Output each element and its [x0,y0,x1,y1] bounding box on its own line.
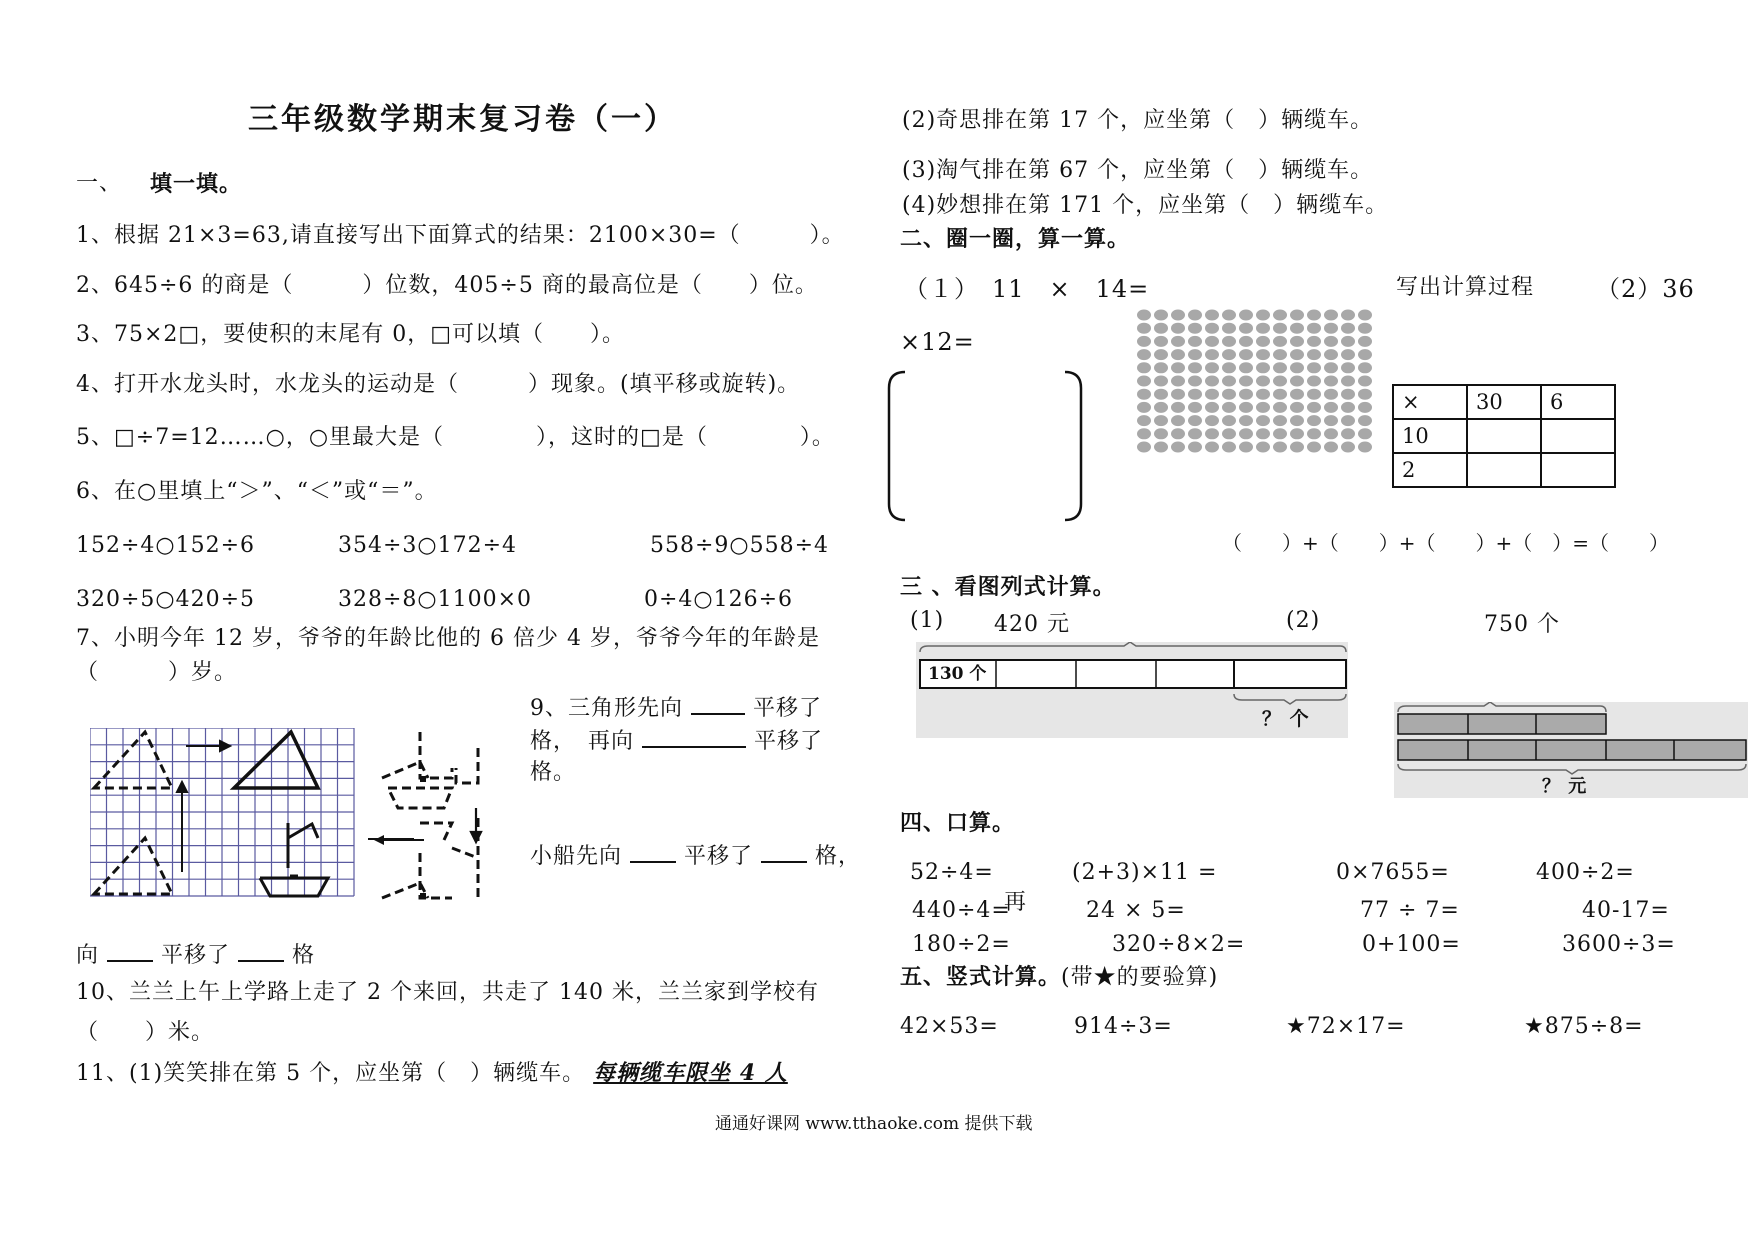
dot [1290,349,1304,360]
dot [1171,428,1185,439]
footer-credit: 通通好课网 www.tthaoke.com 提供下载 [715,1114,1033,1134]
q9-text: 平移了 [753,696,823,721]
bar-box-label: 130 个 [928,664,987,684]
answer-blank[interactable] [107,942,153,962]
dot [1273,310,1287,321]
dot [1171,402,1185,413]
dot [1324,323,1338,334]
table-cell: 6 [1541,385,1615,419]
dot [1273,349,1287,360]
dot [1358,349,1372,360]
dot [1222,389,1236,400]
dot [1290,336,1304,347]
dot [1239,442,1253,453]
dot [1358,442,1372,453]
table-cell: 10 [1393,419,1467,453]
dot [1154,376,1168,387]
dot [1188,402,1202,413]
multiplication-table [1392,384,1616,488]
dot [1171,349,1185,360]
dot [1239,336,1253,347]
dot [1222,310,1236,321]
vertical-calc-item: 914÷3= [1074,1014,1173,1039]
question-7-answer: （ ）岁。 [76,660,238,685]
dot [1341,349,1355,360]
dot [1222,336,1236,347]
section-3-heading: 三 、看图列式计算。 [900,574,1116,600]
question-2: 2、645÷6 的商是（ ）位数，405÷5 商的最高位是（ ）位。 [76,273,818,298]
dot [1137,362,1151,373]
dot [1273,402,1287,413]
mental-math-item: 24 × 5= [1086,898,1186,923]
q9-text: 格 [292,943,316,968]
question-9-boat-line2 [76,942,315,967]
dot [1324,428,1338,439]
table-answer-cell[interactable] [1541,453,1615,487]
section-1-heading: 填一填。 [150,171,243,197]
dot [1188,376,1202,387]
dot [1324,402,1338,413]
dot [1239,415,1253,426]
q9-text: 格， [815,844,862,869]
table-answer-cell[interactable] [1467,419,1541,453]
dot [1307,389,1321,400]
dot [1205,402,1219,413]
dot [1188,349,1202,360]
dot [1205,389,1219,400]
dot [1137,310,1151,321]
q9-text: 格， 再向 [530,729,635,754]
mental-math-item: 0×7655= [1336,860,1450,885]
dot [1137,336,1151,347]
dot [1341,376,1355,387]
compare-item: 328÷8○1100×0 [338,587,533,612]
question-9-boat-line [530,843,861,868]
dot [1171,442,1185,453]
mental-math-item: 0+100= [1362,932,1461,957]
section-2-q1: （１） 11 × 14= [904,275,1150,303]
page-title: 三年级数学期末复习卷（一） [248,102,677,137]
dot [1171,389,1185,400]
dot [1154,442,1168,453]
dot [1256,376,1270,387]
table-cell: 2 [1393,453,1467,487]
dot [1239,349,1253,360]
dot [1239,402,1253,413]
dot [1290,323,1304,334]
dot [1188,428,1202,439]
dot [1290,428,1304,439]
question-3: 3、75×2□，要使积的末尾有 0，□可以填（ ）。 [76,322,625,347]
table-answer-cell[interactable] [1467,453,1541,487]
mental-math-item: 40-17= [1582,898,1670,923]
vertical-calc-item: ★875÷8= [1524,1014,1644,1039]
dot [1205,442,1219,453]
dot [1307,415,1321,426]
dot [1171,376,1185,387]
dot [1188,362,1202,373]
dot [1358,402,1372,413]
compare-item: 0÷4○126÷6 [644,587,794,612]
dot [1324,362,1338,373]
dot [1239,362,1253,373]
answer-blank[interactable] [238,942,284,962]
dot [1358,362,1372,373]
translation-grid-figure [90,728,360,898]
dot [1154,310,1168,321]
dot [1256,415,1270,426]
bar-diagram-1 [916,642,1348,738]
vertical-calc-item: ★72×17= [1286,1014,1406,1039]
dot [1137,376,1151,387]
dot [1256,402,1270,413]
dot [1256,442,1270,453]
dot [1273,428,1287,439]
question-1: 1、根据 21×3=63,请直接写出下面算式的结果：2100×30=（ ）。 [76,223,845,248]
compare-item: 152÷4○152÷6 [76,533,256,558]
dot [1154,415,1168,426]
dot [1358,389,1372,400]
dot [1273,376,1287,387]
dot [1256,349,1270,360]
section-3-q2-value: 750 个 [1484,612,1560,637]
dot [1222,428,1236,439]
dot [1188,389,1202,400]
dot [1205,323,1219,334]
dot [1239,428,1253,439]
mental-math-item: 77 ÷ 7= [1360,898,1460,923]
dot [1307,349,1321,360]
question-11-2: (2)奇思排在第 17 个，应坐第（ ）辆缆车。 [902,108,1374,133]
section-3-q1-label: (1) [910,608,945,633]
dot [1171,336,1185,347]
dot [1341,310,1355,321]
dot [1222,376,1236,387]
dot [1307,310,1321,321]
section-2-q2-cont: ×12= [900,328,975,356]
answer-blank[interactable] [630,843,676,863]
dot [1188,415,1202,426]
dot-array-11x14 [1135,308,1381,458]
dot [1358,376,1372,387]
section-4-heading: 四、口算。 [900,810,1016,836]
dot [1137,349,1151,360]
left-arrow [370,832,426,848]
calc-process-label: 写出计算过程 [1396,275,1535,300]
dot [1171,323,1185,334]
dot [1324,310,1338,321]
vertical-calc-item: 42×53= [900,1014,999,1039]
dot [1324,376,1338,387]
answer-blank[interactable] [691,695,745,715]
question-7: 7、小明今年 12 岁，爷爷的年龄比他的 6 倍少 4 岁，爷爷今年的年龄是 [76,626,820,651]
dot [1358,323,1372,334]
compare-item: 320÷5○420÷5 [76,587,256,612]
sum-line: （ ）+（ ）+（ ）+（ ）=（ ） [1222,531,1670,555]
dot [1171,310,1185,321]
question-5: 5、□÷7=12……○，○里最大是（ ），这时的□是（ ）。 [76,425,835,450]
dot [1239,323,1253,334]
q9-text: 向 [76,943,100,968]
dot [1324,415,1338,426]
dot [1188,442,1202,453]
q9-text: 小船先向 [530,844,623,869]
dot [1324,349,1338,360]
dot [1205,376,1219,387]
dot [1358,336,1372,347]
dot [1324,389,1338,400]
dot [1222,323,1236,334]
question-11-3: (3)淘气排在第 67 个，应坐第（ ）辆缆车。 [902,158,1374,183]
dot [1256,310,1270,321]
dot [1290,442,1304,453]
dot [1290,389,1304,400]
translation-boat-paths [368,728,508,903]
dot [1273,336,1287,347]
question-10-answer: （ ）米。 [76,1020,215,1045]
table-answer-cell[interactable] [1541,419,1615,453]
dot [1358,415,1372,426]
dot [1307,362,1321,373]
question-9-line3: 格。 [530,760,577,785]
dot [1239,389,1253,400]
dot [1307,336,1321,347]
dot [1239,310,1253,321]
dot [1154,428,1168,439]
dot [1307,402,1321,413]
dot [1154,336,1168,347]
bar-diagram-2 [1394,702,1748,798]
dot [1154,362,1168,373]
bar-question-label: ？ 个 [1262,708,1310,730]
q9-text: 平移了 [161,943,231,968]
section-5-heading [900,966,1218,989]
mental-math-item: 440÷4= [912,898,1011,923]
dot [1290,362,1304,373]
dot [1256,336,1270,347]
dot [1256,389,1270,400]
section-3-q1-value: 420 元 [994,612,1070,637]
dot [1307,428,1321,439]
answer-blank[interactable] [761,843,807,863]
dot [1290,415,1304,426]
dot [1341,415,1355,426]
dot [1137,442,1151,453]
dot [1171,415,1185,426]
dot [1239,376,1253,387]
dot [1324,336,1338,347]
dot [1205,428,1219,439]
section-2-q2: （2）36 [1596,275,1695,303]
dot [1137,389,1151,400]
mental-math-item: 180÷2= [912,932,1011,957]
dot [1188,323,1202,334]
mental-math-item: (2+3)×11 = [1072,860,1218,885]
answer-blank[interactable] [642,728,746,748]
dot [1341,402,1355,413]
dot [1273,362,1287,373]
dot [1341,442,1355,453]
dot [1205,362,1219,373]
question-11 [76,1062,788,1085]
compare-item: 354÷3○172÷4 [338,533,518,558]
dot [1290,402,1304,413]
section-5-note: (带★的要验算) [1061,965,1219,990]
dot [1205,336,1219,347]
q9-text: 平移了 [684,844,754,869]
dot [1154,349,1168,360]
dot [1256,428,1270,439]
dot [1273,415,1287,426]
dot [1137,415,1151,426]
q11-text: 11、(1)笑笑排在第 5 个，应坐第（ ）辆缆车。 [76,1061,586,1086]
dot [1137,402,1151,413]
dot [1154,323,1168,334]
bracket-answer-box[interactable] [885,368,1085,524]
mental-math-item: 3600÷3= [1562,932,1676,957]
dot [1137,323,1151,334]
q9-text: 9、三角形先向 [530,696,683,721]
dot [1222,402,1236,413]
dot [1205,415,1219,426]
dot [1154,389,1168,400]
question-4: 4、打开水龙头时，水龙头的运动是（ ）现象。(填平移或旋转)。 [76,372,801,397]
dot [1188,336,1202,347]
question-6: 6、在○里填上“＞”、“＜”或“＝”。 [76,479,438,504]
dot [1290,310,1304,321]
dot [1273,442,1287,453]
question-11-4: (4)妙想排在第 171 个，应坐第（ ）辆缆车。 [902,193,1389,218]
q9-text: 平移了 [754,729,824,754]
dot [1273,389,1287,400]
dot [1205,310,1219,321]
mental-math-item: 52÷4= [910,860,994,885]
section-2-heading: 二、圈一圈，算一算。 [900,226,1131,252]
dot [1341,389,1355,400]
section-1-number: 一、 [76,171,123,196]
dot [1358,310,1372,321]
bar-question-label: ？ 元 [1542,776,1588,797]
question-9-line2 [530,728,823,753]
compare-item: 558÷9○558÷4 [650,533,830,558]
dot [1341,428,1355,439]
dot [1137,428,1151,439]
dot [1290,376,1304,387]
dot [1222,349,1236,360]
dot [1171,362,1185,373]
dot [1256,323,1270,334]
dot [1154,402,1168,413]
section-5-title: 五、竖式计算。 [900,964,1062,990]
dot [1222,415,1236,426]
dot [1188,310,1202,321]
question-10: 10、兰兰上午上学路上走了 2 个来回，共走了 140 米，兰兰家到学校有 [76,980,819,1005]
dot [1222,442,1236,453]
question-9-line1 [530,695,822,720]
dot [1341,323,1355,334]
dot [1358,428,1372,439]
dot [1273,323,1287,334]
section-3-q2-label: (2) [1286,608,1321,633]
dot [1307,442,1321,453]
stray-character: 再 [1004,890,1028,915]
mental-math-item: 400÷2= [1536,860,1635,885]
table-cell: × [1393,385,1467,419]
cable-car-note: 每辆缆车限坐 4 人 [593,1060,788,1086]
mental-math-item: 320÷8×2= [1112,932,1246,957]
dot [1341,362,1355,373]
dot [1341,336,1355,347]
dot [1256,362,1270,373]
dot [1307,376,1321,387]
dot [1222,362,1236,373]
dot [1307,323,1321,334]
table-cell: 30 [1467,385,1541,419]
dot [1324,442,1338,453]
dot [1205,349,1219,360]
